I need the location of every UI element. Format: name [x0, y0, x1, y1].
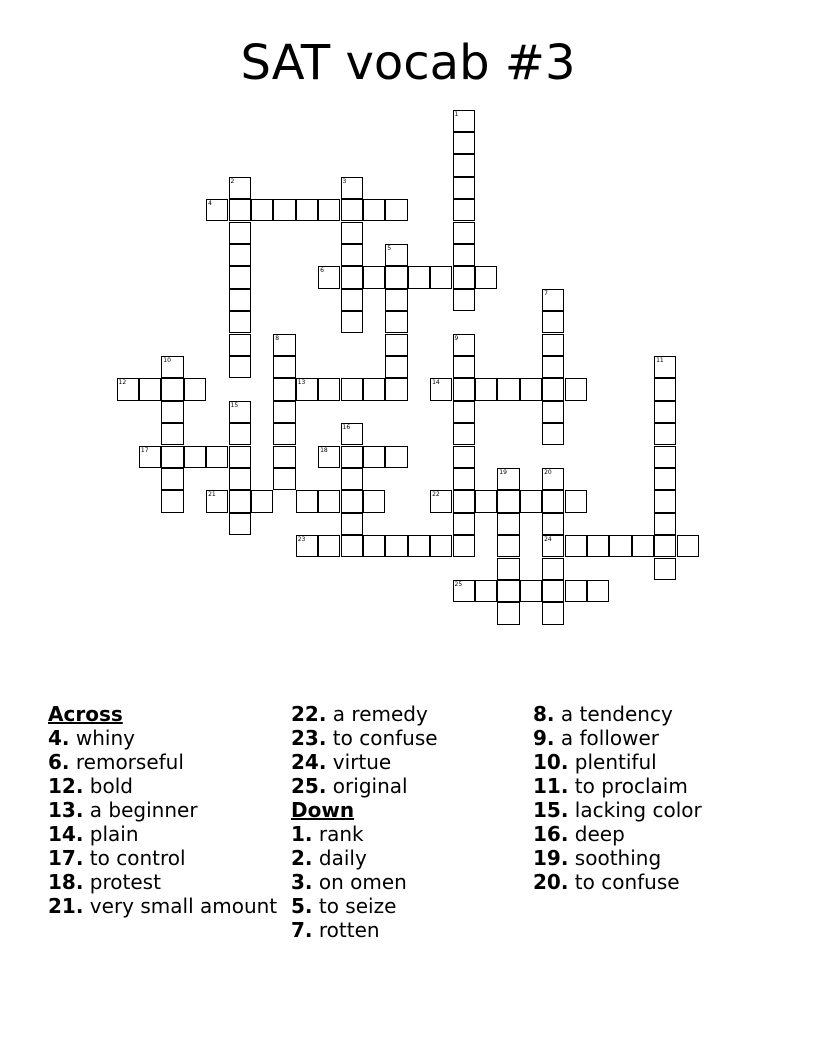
clue-item: [533, 774, 793, 798]
grid-cell[interactable]: [565, 535, 587, 557]
clue-column-1: [48, 702, 278, 918]
grid-cell[interactable]: [206, 446, 228, 468]
grid-cell[interactable]: [318, 378, 340, 400]
grid-cell[interactable]: [161, 423, 183, 445]
grid-cell[interactable]: [430, 266, 452, 288]
grid-cell[interactable]: [273, 199, 295, 221]
grid-cell[interactable]: [161, 446, 183, 468]
grid-cell[interactable]: [408, 535, 430, 557]
grid-cell[interactable]: [117, 378, 139, 400]
grid-cell[interactable]: [296, 535, 318, 557]
clue-item-text: plentiful: [574, 750, 657, 774]
grid-cell[interactable]: [654, 446, 676, 468]
clue-number: 1: [454, 110, 459, 118]
grid-cell[interactable]: [453, 289, 475, 311]
clue-item-text: original: [332, 774, 408, 798]
clue-item-number: 8.: [533, 702, 555, 726]
clue-item: [48, 846, 278, 870]
clue-item-number: 10.: [533, 750, 569, 774]
grid-cell[interactable]: [475, 490, 497, 512]
grid-cell[interactable]: [229, 289, 251, 311]
grid-cell[interactable]: [161, 356, 183, 378]
grid-cell[interactable]: [497, 468, 519, 490]
clue-number: 8: [275, 334, 280, 342]
grid-cell[interactable]: [677, 535, 699, 557]
grid-cell[interactable]: [654, 558, 676, 580]
clue-item: [291, 822, 521, 846]
clue-number: 11: [656, 356, 664, 364]
clue-item: [291, 918, 521, 942]
clue-item-text: whiny: [75, 726, 135, 750]
grid-cell[interactable]: [542, 580, 564, 602]
clue-item-number: 17.: [48, 846, 84, 870]
clue-item: [533, 750, 793, 774]
clue-item: [533, 870, 793, 894]
clue-item: [291, 846, 521, 870]
grid-cell[interactable]: [453, 446, 475, 468]
section-heading: Down: [291, 798, 355, 822]
clue-item-number: 7.: [291, 918, 313, 942]
grid-cell[interactable]: [475, 378, 497, 400]
grid-cell[interactable]: [542, 401, 564, 423]
grid-cell[interactable]: [341, 468, 363, 490]
clue-item-number: 24.: [291, 750, 327, 774]
clue-item-number: 22.: [291, 702, 327, 726]
grid-cell[interactable]: [587, 535, 609, 557]
grid-cell[interactable]: [318, 266, 340, 288]
grid-cell[interactable]: [497, 490, 519, 512]
grid-cell[interactable]: [520, 580, 542, 602]
grid-cell[interactable]: [453, 334, 475, 356]
clue-item-text: very small amount: [89, 894, 278, 918]
grid-cell[interactable]: [453, 199, 475, 221]
grid-cell[interactable]: [229, 311, 251, 333]
grid-cell[interactable]: [341, 423, 363, 445]
grid-cell[interactable]: [385, 356, 407, 378]
grid-cell[interactable]: [475, 266, 497, 288]
grid-cell[interactable]: [654, 356, 676, 378]
clue-number: 12: [118, 379, 127, 387]
clue-number: 18: [320, 446, 328, 454]
grid-cell[interactable]: [453, 266, 475, 288]
clue-item-number: 23.: [291, 726, 327, 750]
grid-cell[interactable]: [654, 378, 676, 400]
grid-cell[interactable]: [385, 446, 407, 468]
grid-cell[interactable]: [229, 490, 251, 512]
clue-item-text: daily: [318, 846, 367, 870]
grid-cell[interactable]: [318, 446, 340, 468]
clue-item-number: 6.: [48, 750, 70, 774]
grid-cell[interactable]: [542, 535, 564, 557]
grid-cell[interactable]: [565, 378, 587, 400]
grid-cell[interactable]: [453, 535, 475, 557]
grid-cell[interactable]: [542, 490, 564, 512]
grid-cell[interactable]: [654, 535, 676, 557]
clue-item-number: 13.: [48, 798, 84, 822]
grid-cell[interactable]: [408, 266, 430, 288]
grid-cell[interactable]: [475, 580, 497, 602]
grid-cell[interactable]: [453, 580, 475, 602]
grid-cell[interactable]: [385, 244, 407, 266]
clue-item: [48, 798, 278, 822]
clue-item: [533, 846, 793, 870]
clue-item-number: 14.: [48, 822, 84, 846]
grid-cell[interactable]: [251, 199, 273, 221]
grid-cell[interactable]: [542, 356, 564, 378]
grid-cell[interactable]: [542, 289, 564, 311]
clue-item-text: virtue: [332, 750, 392, 774]
grid-cell[interactable]: [273, 468, 295, 490]
clue-number: 9: [454, 334, 459, 342]
grid-cell[interactable]: [497, 602, 519, 624]
grid-cell[interactable]: [341, 199, 363, 221]
clue-item-text: a tendency: [560, 702, 673, 726]
clue-item: [48, 894, 278, 918]
clue-item: [48, 726, 278, 750]
grid-cell[interactable]: [341, 490, 363, 512]
grid-cell[interactable]: [453, 177, 475, 199]
grid-cell[interactable]: [139, 446, 161, 468]
grid-cell[interactable]: [497, 535, 519, 557]
clue-number: 4: [208, 200, 212, 208]
grid-cell[interactable]: [229, 356, 251, 378]
grid-cell[interactable]: [497, 580, 519, 602]
grid-cell[interactable]: [251, 490, 273, 512]
clue-number: 5: [387, 244, 392, 252]
grid-cell[interactable]: [273, 356, 295, 378]
grid-cell[interactable]: [318, 199, 340, 221]
clue-item-text: to confuse: [332, 726, 438, 750]
clue-item-text: on omen: [318, 870, 407, 894]
grid-cell[interactable]: [229, 513, 251, 535]
clue-item: [48, 822, 278, 846]
clue-item-number: 18.: [48, 870, 84, 894]
clue-item: [48, 870, 278, 894]
grid-cell[interactable]: [497, 558, 519, 580]
clue-item: [533, 726, 793, 750]
grid-cell[interactable]: [363, 535, 385, 557]
clue-item-text: deep: [574, 822, 625, 846]
clue-item-number: 9.: [533, 726, 555, 750]
grid-cell[interactable]: [341, 311, 363, 333]
grid-cell[interactable]: [139, 378, 161, 400]
section-heading: Across: [48, 702, 123, 726]
grid-cell[interactable]: [229, 423, 251, 445]
clue-item-number: 3.: [291, 870, 313, 894]
grid-cell[interactable]: [542, 468, 564, 490]
clue-item-text: lacking color: [574, 798, 702, 822]
grid-cell[interactable]: [161, 490, 183, 512]
grid-cell[interactable]: [453, 222, 475, 244]
grid-cell[interactable]: [363, 199, 385, 221]
grid-cell[interactable]: [341, 177, 363, 199]
clue-item-text: plain: [89, 822, 139, 846]
grid-cell[interactable]: [363, 266, 385, 288]
grid-cell[interactable]: [385, 311, 407, 333]
grid-cell[interactable]: [296, 378, 318, 400]
grid-cell[interactable]: [430, 490, 452, 512]
clue-item-number: 1.: [291, 822, 313, 846]
grid-cell[interactable]: [363, 446, 385, 468]
clue-item-number: 21.: [48, 894, 84, 918]
clue-number: 24: [544, 536, 552, 544]
grid-cell[interactable]: [654, 468, 676, 490]
grid-cell[interactable]: [430, 378, 452, 400]
clue-number: 22: [432, 491, 440, 499]
grid-cell[interactable]: [229, 446, 251, 468]
grid-cell[interactable]: [453, 244, 475, 266]
grid-cell[interactable]: [654, 513, 676, 535]
grid-cell[interactable]: [497, 378, 519, 400]
grid-cell[interactable]: [542, 558, 564, 580]
clue-number: 17: [140, 446, 149, 454]
clue-item: [48, 750, 278, 774]
grid-cell[interactable]: [273, 401, 295, 423]
clue-number: 14: [432, 379, 440, 387]
grid-cell[interactable]: [453, 154, 475, 176]
grid-cell[interactable]: [565, 580, 587, 602]
grid-cell[interactable]: [229, 266, 251, 288]
clue-item-number: 25.: [291, 774, 327, 798]
grid-cell[interactable]: [453, 468, 475, 490]
grid-cell[interactable]: [161, 401, 183, 423]
grid-cell[interactable]: [363, 490, 385, 512]
clue-item: [291, 702, 521, 726]
clue-number: 25: [454, 580, 463, 588]
clue-item-number: 16.: [533, 822, 569, 846]
clue-number: 19: [499, 468, 507, 476]
clue-column-2: [291, 702, 521, 942]
clue-number: 7: [544, 289, 548, 297]
grid-cell[interactable]: [341, 535, 363, 557]
clue-item-text: a follower: [560, 726, 659, 750]
clue-item-text: to confuse: [574, 870, 680, 894]
grid-cell[interactable]: [206, 490, 228, 512]
grid-cell[interactable]: [453, 378, 475, 400]
clue-item: [533, 822, 793, 846]
grid-cell[interactable]: [341, 266, 363, 288]
grid-cell[interactable]: [654, 490, 676, 512]
clue-item-text: soothing: [574, 846, 662, 870]
grid-cell[interactable]: [161, 378, 183, 400]
clue-number: 6: [320, 267, 324, 275]
clue-number: 16: [342, 424, 351, 432]
grid-cell[interactable]: [229, 177, 251, 199]
clue-number: 2: [230, 177, 235, 185]
grid-cell[interactable]: [453, 110, 475, 132]
clue-number: 10: [163, 356, 171, 364]
clue-item-text: a beginner: [89, 798, 198, 822]
grid-cell[interactable]: [363, 378, 385, 400]
clue-item-number: 5.: [291, 894, 313, 918]
grid-cell[interactable]: [587, 580, 609, 602]
grid-cell[interactable]: [318, 535, 340, 557]
grid-cell[interactable]: [184, 378, 206, 400]
clue-item: [291, 774, 521, 798]
grid-cell[interactable]: [453, 513, 475, 535]
grid-cell[interactable]: [341, 446, 363, 468]
clue-item: [291, 750, 521, 774]
clue-item-number: 4.: [48, 726, 70, 750]
clue-item-text: protest: [89, 870, 161, 894]
grid-cell[interactable]: [229, 199, 251, 221]
grid-cell[interactable]: [430, 535, 452, 557]
clue-number: 20: [544, 468, 552, 476]
grid-cell[interactable]: [453, 401, 475, 423]
grid-cell[interactable]: [520, 378, 542, 400]
grid-cell[interactable]: [520, 490, 542, 512]
clue-item-text: a remedy: [332, 702, 428, 726]
clue-item-text: remorseful: [75, 750, 184, 774]
grid-cell[interactable]: [565, 490, 587, 512]
clue-item-number: 11.: [533, 774, 569, 798]
clue-item-number: 2.: [291, 846, 313, 870]
grid-cell[interactable]: [161, 468, 183, 490]
grid-cell[interactable]: [542, 334, 564, 356]
grid-cell[interactable]: [385, 535, 407, 557]
grid-cell[interactable]: [542, 311, 564, 333]
grid-cell[interactable]: [296, 199, 318, 221]
grid-cell[interactable]: [341, 289, 363, 311]
clue-item: [533, 702, 793, 726]
clue-item-number: 19.: [533, 846, 569, 870]
grid-cell[interactable]: [453, 356, 475, 378]
clue-item-text: to proclaim: [574, 774, 688, 798]
grid-cell[interactable]: [542, 513, 564, 535]
grid-cell[interactable]: [654, 423, 676, 445]
grid-cell[interactable]: [341, 513, 363, 535]
clue-item: [291, 726, 521, 750]
grid-cell[interactable]: [542, 378, 564, 400]
clue-item: [291, 870, 521, 894]
grid-cell[interactable]: [184, 446, 206, 468]
clue-item: [533, 798, 793, 822]
grid-cell[interactable]: [318, 490, 340, 512]
clue-number: 3: [342, 177, 347, 185]
grid-cell[interactable]: [609, 535, 631, 557]
grid-cell[interactable]: [229, 222, 251, 244]
clue-number: 15: [230, 401, 239, 409]
grid-cell[interactable]: [385, 378, 407, 400]
grid-cell[interactable]: [206, 199, 228, 221]
page-title: SAT vocab #3: [240, 35, 576, 91]
grid-cell[interactable]: [497, 513, 519, 535]
clue-item-text: rotten: [318, 918, 380, 942]
grid-cell[interactable]: [385, 289, 407, 311]
clue-item: [291, 894, 521, 918]
grid-cell[interactable]: [229, 468, 251, 490]
clue-item-text: to seize: [318, 894, 397, 918]
clue-number: 23: [297, 536, 306, 544]
clue-item-text: bold: [89, 774, 133, 798]
clue-item-text: rank: [318, 822, 364, 846]
grid-cell[interactable]: [632, 535, 654, 557]
clue-item-number: 15.: [533, 798, 569, 822]
grid-cell[interactable]: [296, 490, 318, 512]
grid-cell[interactable]: [273, 446, 295, 468]
clue-number: 21: [208, 491, 216, 499]
grid-cell[interactable]: [385, 199, 407, 221]
clue-item: [48, 774, 278, 798]
grid-cell[interactable]: [385, 334, 407, 356]
clue-item-number: 12.: [48, 774, 84, 798]
grid-cell[interactable]: [229, 244, 251, 266]
clue-number: 13: [297, 379, 306, 387]
grid-cell[interactable]: [453, 490, 475, 512]
grid-cell[interactable]: [453, 423, 475, 445]
grid-cell[interactable]: [273, 334, 295, 356]
grid-cell[interactable]: [654, 401, 676, 423]
grid-cell[interactable]: [341, 222, 363, 244]
grid-cell[interactable]: [542, 602, 564, 624]
grid-cell[interactable]: [229, 401, 251, 423]
grid-cell[interactable]: [273, 423, 295, 445]
grid-cell[interactable]: [453, 132, 475, 154]
clue-item-number: 20.: [533, 870, 569, 894]
grid-cell[interactable]: [385, 266, 407, 288]
grid-cell[interactable]: [341, 244, 363, 266]
grid-cell[interactable]: [341, 378, 363, 400]
grid-cell[interactable]: [542, 423, 564, 445]
grid-cell[interactable]: [229, 334, 251, 356]
clue-item-text: to control: [89, 846, 186, 870]
clue-column-3: [533, 702, 793, 894]
grid-cell[interactable]: [273, 378, 295, 400]
